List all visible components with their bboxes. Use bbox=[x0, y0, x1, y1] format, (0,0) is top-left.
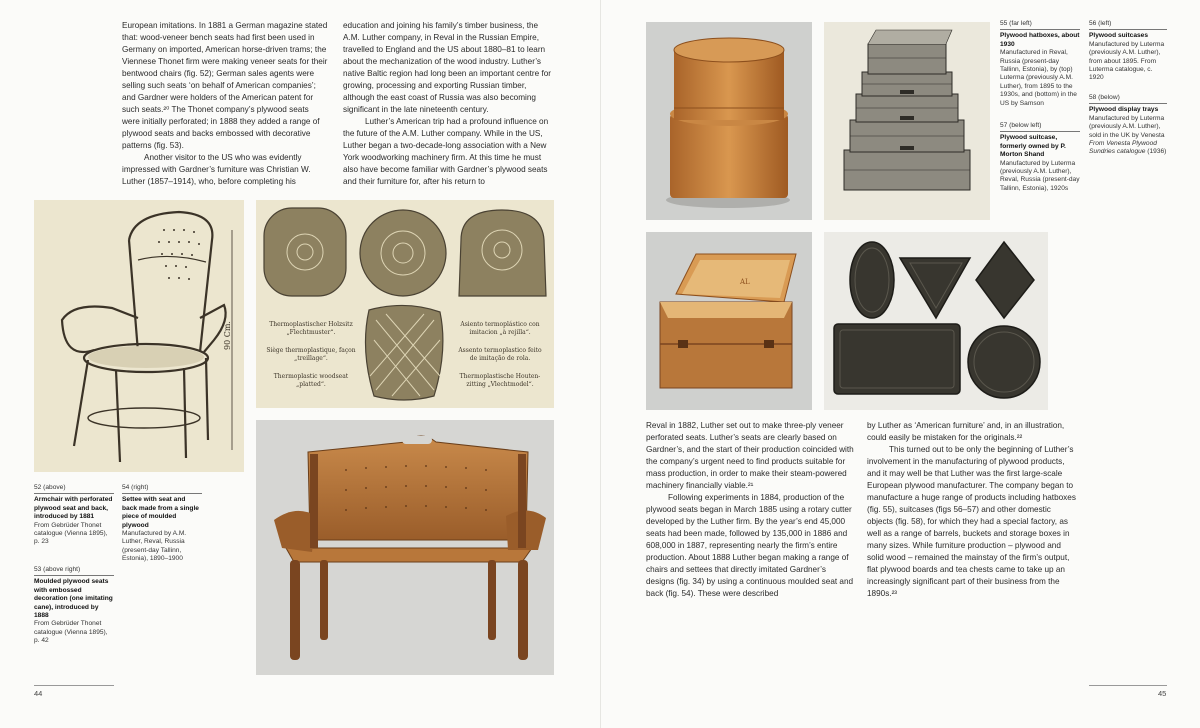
caption-52 bbox=[34, 484, 114, 547]
page-number: 44 bbox=[34, 689, 43, 698]
trays-photo bbox=[824, 232, 1048, 410]
caption-number: 53 (above right) bbox=[34, 566, 114, 576]
figure-54-settee bbox=[256, 420, 554, 675]
seats-illustration bbox=[256, 200, 554, 408]
caption-title: Plywood display trays bbox=[1089, 106, 1159, 114]
caption-53 bbox=[34, 566, 114, 646]
caption-title: Plywood suitcase, formerly owned by P. Morton Shand bbox=[1000, 134, 1066, 159]
right-text-column-1 bbox=[646, 420, 854, 600]
paragraph: European imitations. In 1881 a German magazine stated that: wood-veneer bench seats had first been used in Germany on imported, American horse-driven trams; the Viennese Thonet firm were making veneer seats for their bentwood chairs (fig. 52); German sales agents were selling such seats ‘on behalf of American companies’; and Gardner were holders of the American patent for such seats.²⁰ The Thonet company’s plywood seats were initially perforated; in 1888 they added a range of plywood seats and backs embossed with decorative patterns (fig. 53). bbox=[122, 21, 328, 150]
caption-title: Armchair with perforated plywood seat and back, introduced by 1881 bbox=[34, 496, 113, 521]
caption-source: Manufactured by A.M. Luther, Reval, Russia (present-day Tallinn, Estonia), 1890–1900 bbox=[122, 530, 187, 563]
caption-title: Plywood hatboxes, about 1930 bbox=[1000, 32, 1080, 48]
caption-55 bbox=[1000, 20, 1080, 108]
suitcase-photo bbox=[646, 232, 812, 410]
label-french: Siège thermoplastique, façon bbox=[266, 347, 356, 354]
paragraph: Reval in 1882, Luther set out to make three-ply veneer perforated seats. Luther’s seats are clearly based on Gardner’s, and the start of their production coincided with the company’s urgent need to find products suitable for mass production, in order to make their steam-powered machinery financially viable.²¹ bbox=[646, 421, 854, 490]
label-english: Thermoplastic woodseat bbox=[273, 373, 349, 380]
left-text-column-2 bbox=[343, 20, 553, 188]
caption-source bbox=[1089, 115, 1167, 157]
paragraph: Luther’s American trip had a profound influence on the future of the A.M. Luther company. While in the US, Luther began a two-decade-long association with a New York woodworking machinery firm. At this time he must also have become familiar with Gardner’s plywood seats and their furniture for, after his return to bbox=[343, 117, 549, 186]
caption-56 bbox=[1089, 20, 1167, 83]
label-portuguese-2: de imitação de rola. bbox=[469, 355, 531, 362]
caption-number: 55 (far left) bbox=[1000, 20, 1080, 30]
caption-title: Plywood suitcases bbox=[1089, 32, 1148, 40]
caption-source-text: Manufactured by Luterma (previously A.M. Luther), sold in the UK by Venesta bbox=[1089, 114, 1165, 139]
caption-number: 54 (right) bbox=[122, 484, 202, 494]
label-english-2: „platted“. bbox=[296, 381, 326, 388]
left-text-column-1 bbox=[122, 20, 328, 188]
suitcases-illustration bbox=[824, 22, 990, 220]
caption-source: From Gebrüder Thonet catalogue (Vienna 1895), p. 42 bbox=[34, 620, 108, 645]
paragraph: education and joining his family’s timber business, the A.M. Luther company, in Reval in the Russian Empire, travelled to England and the US about 1880–81 to learn about the mechanization of the wood industry. Luther’s native Baltic region had long been an important centre for growing, processing and exporting Russian timber, although the east coast of Russia was also becoming significant in the late nineteenth century. bbox=[343, 21, 552, 114]
footer-rule bbox=[1089, 685, 1167, 686]
label-dutch-2: zitting „Vlechtmodel“. bbox=[466, 381, 534, 388]
label-french-2: „treillage“. bbox=[294, 355, 328, 362]
suitcase-monogram: AL bbox=[740, 278, 750, 286]
figure-55-hatboxes bbox=[646, 22, 812, 220]
dimension-label: 90 Cm. bbox=[223, 321, 232, 350]
figure-58-trays bbox=[824, 232, 1048, 410]
footer-rule bbox=[34, 685, 114, 686]
figure-56-suitcases bbox=[824, 22, 990, 220]
caption-source: From Gebrüder Thonet catalogue (Vienna 1895), p. 23 bbox=[34, 521, 108, 546]
caption-source: Manufactured by Luterma (previously A.M. Luther), Reval, Russia (present-day Tallinn, Estonia), 1920s bbox=[1000, 159, 1080, 192]
caption-source: Manufactured in Reval, Russia (present-day Tallinn, Estonia), by (top) Luterma (previously A.M. Luther), from 1895 to the 1930s, and (bottom) in the US by Samson bbox=[1000, 49, 1077, 107]
caption-number: 56 (left) bbox=[1089, 20, 1167, 30]
figure-53-seats-catalogue bbox=[256, 200, 554, 408]
figure-57-suitcase bbox=[646, 232, 812, 410]
figure-52-armchair bbox=[34, 200, 244, 472]
label-portuguese: Assento termoplastico feito bbox=[458, 347, 542, 354]
label-german-2: „Flechtmuster“. bbox=[286, 329, 336, 336]
label-german: Thermoplastischer Holzsitz bbox=[269, 321, 353, 328]
caption-source: Manufactured by Luterma (previously A.M. Luther), from about 1895. From Luterma catalogue, c. 1920 bbox=[1089, 40, 1165, 82]
settee-photo bbox=[256, 420, 554, 675]
label-dutch: Thermoplastische Houten- bbox=[459, 373, 541, 380]
label-spanish: Asiento termoplástico con bbox=[460, 321, 540, 328]
paragraph: Another visitor to the US who was evidently impressed with Gardner’s furniture was Christian W. Luther (1857–1914), who, before completing his bbox=[122, 153, 311, 186]
hatboxes-photo bbox=[646, 22, 812, 220]
right-page bbox=[600, 0, 1200, 728]
caption-58 bbox=[1089, 94, 1167, 157]
paragraph: This turned out to be only the beginning of Luther’s involvement in the manufacturing of plywood products, and it may well be that Luther was the first large-scale European plywood manufacturer. The company began to manufacture a huge range of products including hatboxes (fig. 55), suitcases (figs 56–57) and other domestic objects (fig. 58), for which they had a special factory, as well as a range of barrels, buckets and storage boxes in many sizes. While furniture production – plywood and solid wood – remained the mainstay of the firm’s output, flat plywood boards and tea chests came to take up an increasingly significant part of their business from the 1890s.²³ bbox=[867, 445, 1076, 598]
caption-54 bbox=[122, 484, 202, 564]
armchair-illustration bbox=[34, 200, 244, 472]
paragraph: Following experiments in 1884, production of the plywood seats began in March 1885 using a rotary cutter developed by the Luther firm. By the year’s end 45,000 seats had been made, followed by 135,000 in 1886 and 608,000 in 1887, representing nearly the firm’s entire production. About 1888 Luther began making a range of chairs and settees that directly imitated Gardner’s designs (fig. 34) by using a continuous moulded seat and back (fig. 54). These were described bbox=[646, 493, 854, 598]
paragraph: by Luther as ‘American furniture’ and, in an illustration, could easily be mistaken for the originals.²² bbox=[867, 421, 1065, 442]
caption-title: Moulded plywood seats with embossed decoration (one imitating cane), introduced by 1888 bbox=[34, 578, 113, 620]
caption-title: Settee with seat and back made from a single piece of moulded plywood bbox=[122, 496, 199, 529]
caption-number: 52 (above) bbox=[34, 484, 114, 494]
caption-source-italic: From Venesta Plywood Sundries catalogue bbox=[1089, 140, 1157, 156]
caption-source-year: (1936) bbox=[1147, 148, 1167, 156]
caption-number: 57 (below left) bbox=[1000, 122, 1080, 132]
caption-57 bbox=[1000, 122, 1080, 193]
label-spanish-2: imitacion „à rejilla“. bbox=[469, 329, 531, 336]
right-text-column-2 bbox=[867, 420, 1079, 600]
page-number: 45 bbox=[1158, 689, 1167, 698]
caption-number: 58 (below) bbox=[1089, 94, 1167, 104]
